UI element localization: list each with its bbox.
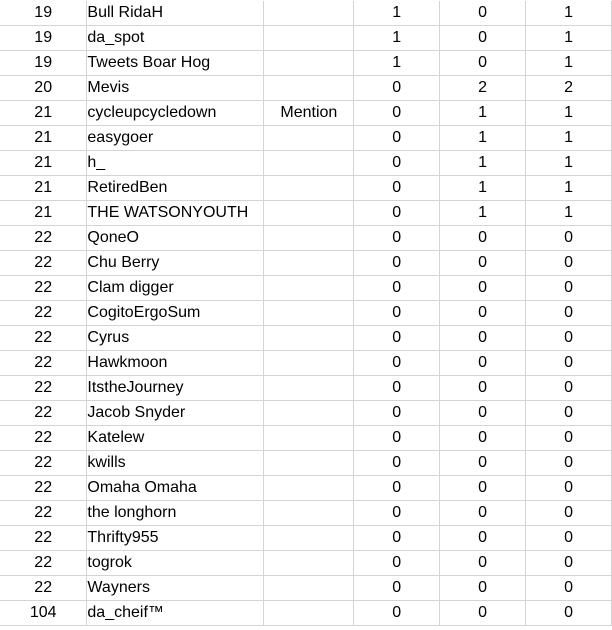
value-b-cell[interactable]: 1 xyxy=(440,101,526,126)
value-c-cell[interactable]: 1 xyxy=(526,101,612,126)
table-row xyxy=(0,26,612,51)
value-c-cell[interactable]: 0 xyxy=(526,326,612,351)
rank-cell[interactable]: 22 xyxy=(0,476,87,501)
value-b-cell[interactable]: 0 xyxy=(440,301,526,326)
username-cell[interactable]: togrok xyxy=(87,551,264,576)
value-c-cell[interactable]: 0 xyxy=(526,526,612,551)
value-a-cell[interactable]: 0 xyxy=(354,101,440,126)
value-a-cell[interactable]: 0 xyxy=(354,301,440,326)
table-row xyxy=(0,376,612,401)
table-row xyxy=(0,401,612,426)
value-c-cell[interactable]: 0 xyxy=(526,251,612,276)
value-b-cell[interactable]: 0 xyxy=(440,251,526,276)
note-cell[interactable] xyxy=(264,126,354,151)
standings-table xyxy=(0,1,612,626)
value-a-cell[interactable]: 0 xyxy=(354,551,440,576)
note-cell[interactable] xyxy=(264,76,354,101)
value-a-cell[interactable]: 0 xyxy=(354,576,440,601)
note-cell[interactable] xyxy=(264,401,354,426)
username-cell[interactable]: QoneO xyxy=(87,226,264,251)
value-a-cell[interactable]: 0 xyxy=(354,201,440,226)
value-c-cell[interactable]: 1 xyxy=(526,1,612,26)
value-c-cell[interactable]: 0 xyxy=(526,426,612,451)
rank-cell[interactable]: 22 xyxy=(0,251,87,276)
value-b-cell[interactable]: 1 xyxy=(440,151,526,176)
table-row xyxy=(0,351,612,376)
rank-cell[interactable]: 19 xyxy=(0,26,87,51)
table-row xyxy=(0,126,612,151)
value-c-cell[interactable]: 0 xyxy=(526,576,612,601)
note-cell[interactable] xyxy=(264,501,354,526)
value-c-cell[interactable]: 1 xyxy=(526,26,612,51)
value-c-cell[interactable]: 0 xyxy=(526,501,612,526)
rank-cell[interactable]: 22 xyxy=(0,326,87,351)
note-cell[interactable] xyxy=(264,351,354,376)
table-row xyxy=(0,151,612,176)
username-cell[interactable]: Wayners xyxy=(87,576,264,601)
value-a-cell[interactable]: 0 xyxy=(354,226,440,251)
username-cell[interactable]: Katelew xyxy=(87,426,264,451)
rank-cell[interactable]: 22 xyxy=(0,226,87,251)
value-c-cell[interactable]: 0 xyxy=(526,351,612,376)
value-b-cell[interactable]: 0 xyxy=(440,401,526,426)
value-b-cell[interactable]: 0 xyxy=(440,351,526,376)
rank-cell[interactable]: 104 xyxy=(0,601,87,626)
rank-cell[interactable]: 21 xyxy=(0,151,87,176)
value-a-cell[interactable]: 0 xyxy=(354,126,440,151)
note-cell[interactable] xyxy=(264,551,354,576)
table-row xyxy=(0,176,612,201)
value-a-cell[interactable]: 0 xyxy=(354,376,440,401)
table-row xyxy=(0,301,612,326)
note-cell[interactable] xyxy=(264,176,354,201)
note-cell[interactable]: Mention xyxy=(264,101,354,126)
username-cell[interactable]: the longhorn xyxy=(87,501,264,526)
value-b-cell[interactable]: 0 xyxy=(440,376,526,401)
table-row xyxy=(0,51,612,76)
rank-cell[interactable]: 22 xyxy=(0,526,87,551)
value-b-cell[interactable]: 0 xyxy=(440,276,526,301)
value-b-cell[interactable]: 1 xyxy=(440,176,526,201)
username-cell[interactable]: da_spot xyxy=(87,26,264,51)
note-cell[interactable] xyxy=(264,51,354,76)
username-cell[interactable]: easygoer xyxy=(87,126,264,151)
table-row xyxy=(0,601,612,626)
value-a-cell[interactable]: 0 xyxy=(354,151,440,176)
note-cell[interactable] xyxy=(264,576,354,601)
note-cell[interactable] xyxy=(264,251,354,276)
value-c-cell[interactable]: 2 xyxy=(526,76,612,101)
value-c-cell[interactable]: 1 xyxy=(526,126,612,151)
rank-cell[interactable]: 22 xyxy=(0,351,87,376)
username-cell[interactable]: CogitoErgoSum xyxy=(87,301,264,326)
value-a-cell[interactable]: 0 xyxy=(354,501,440,526)
value-a-cell[interactable]: 0 xyxy=(354,526,440,551)
table-row xyxy=(0,101,612,126)
value-a-cell[interactable]: 0 xyxy=(354,401,440,426)
note-cell[interactable] xyxy=(264,326,354,351)
username-cell[interactable]: Clam digger xyxy=(87,276,264,301)
value-a-cell[interactable]: 0 xyxy=(354,176,440,201)
rank-cell[interactable]: 22 xyxy=(0,301,87,326)
username-cell[interactable]: ItstheJourney xyxy=(87,376,264,401)
value-b-cell[interactable]: 0 xyxy=(440,326,526,351)
value-c-cell[interactable]: 0 xyxy=(526,451,612,476)
note-cell[interactable] xyxy=(264,476,354,501)
username-cell[interactable]: Thrifty955 xyxy=(87,526,264,551)
value-c-cell[interactable]: 0 xyxy=(526,301,612,326)
value-a-cell[interactable]: 0 xyxy=(354,601,440,626)
table-row xyxy=(0,1,612,26)
value-a-cell[interactable]: 1 xyxy=(354,26,440,51)
value-b-cell[interactable]: 0 xyxy=(440,576,526,601)
value-c-cell[interactable]: 1 xyxy=(526,151,612,176)
value-b-cell[interactable]: 0 xyxy=(440,476,526,501)
table-row xyxy=(0,476,612,501)
value-c-cell[interactable]: 0 xyxy=(526,276,612,301)
rank-cell[interactable]: 22 xyxy=(0,501,87,526)
value-c-cell[interactable]: 0 xyxy=(526,551,612,576)
table-row xyxy=(0,501,612,526)
value-a-cell[interactable]: 0 xyxy=(354,76,440,101)
value-b-cell[interactable]: 1 xyxy=(440,201,526,226)
value-c-cell[interactable]: 0 xyxy=(526,476,612,501)
rank-cell[interactable]: 22 xyxy=(0,426,87,451)
rank-cell[interactable]: 20 xyxy=(0,76,87,101)
rank-cell[interactable]: 21 xyxy=(0,176,87,201)
value-b-cell[interactable]: 0 xyxy=(440,426,526,451)
username-cell[interactable]: Chu Berry xyxy=(87,251,264,276)
value-b-cell[interactable]: 0 xyxy=(440,26,526,51)
value-b-cell[interactable]: 0 xyxy=(440,551,526,576)
note-cell[interactable] xyxy=(264,301,354,326)
value-b-cell[interactable]: 1 xyxy=(440,126,526,151)
note-cell[interactable] xyxy=(264,226,354,251)
rank-cell[interactable]: 22 xyxy=(0,376,87,401)
value-a-cell[interactable]: 0 xyxy=(354,451,440,476)
value-a-cell[interactable]: 0 xyxy=(354,251,440,276)
rank-cell[interactable]: 21 xyxy=(0,126,87,151)
rank-cell[interactable]: 21 xyxy=(0,201,87,226)
value-a-cell[interactable]: 0 xyxy=(354,476,440,501)
value-b-cell[interactable]: 0 xyxy=(440,51,526,76)
table-row xyxy=(0,551,612,576)
value-a-cell[interactable]: 0 xyxy=(354,326,440,351)
note-cell[interactable] xyxy=(264,201,354,226)
note-cell[interactable] xyxy=(264,426,354,451)
rank-cell[interactable]: 22 xyxy=(0,551,87,576)
table-row xyxy=(0,526,612,551)
rank-cell[interactable]: 22 xyxy=(0,576,87,601)
username-cell[interactable]: Hawkmoon xyxy=(87,351,264,376)
table-row xyxy=(0,426,612,451)
note-cell[interactable] xyxy=(264,526,354,551)
username-cell[interactable]: kwills xyxy=(87,451,264,476)
value-a-cell[interactable]: 0 xyxy=(354,426,440,451)
note-cell[interactable] xyxy=(264,601,354,626)
note-cell[interactable] xyxy=(264,451,354,476)
rank-cell[interactable]: 21 xyxy=(0,101,87,126)
username-cell[interactable]: RetiredBen xyxy=(87,176,264,201)
username-cell[interactable]: Mevis xyxy=(87,76,264,101)
value-c-cell[interactable]: 1 xyxy=(526,51,612,76)
note-cell[interactable] xyxy=(264,151,354,176)
username-cell[interactable]: THE WATSONYOUTH xyxy=(87,201,264,226)
table-row xyxy=(0,226,612,251)
username-cell[interactable]: Bull RidaH xyxy=(87,1,264,26)
table-body xyxy=(0,1,612,626)
username-cell[interactable]: cycleupcycledown xyxy=(87,101,264,126)
username-cell[interactable]: Tweets Boar Hog xyxy=(87,51,264,76)
table-row xyxy=(0,201,612,226)
note-cell[interactable] xyxy=(264,26,354,51)
value-b-cell[interactable]: 0 xyxy=(440,451,526,476)
username-cell[interactable]: Jacob Snyder xyxy=(87,401,264,426)
value-b-cell[interactable]: 0 xyxy=(440,501,526,526)
value-c-cell[interactable]: 0 xyxy=(526,401,612,426)
note-cell[interactable] xyxy=(264,1,354,26)
value-a-cell[interactable]: 0 xyxy=(354,351,440,376)
rank-cell[interactable]: 19 xyxy=(0,1,87,26)
note-cell[interactable] xyxy=(264,376,354,401)
value-c-cell[interactable]: 0 xyxy=(526,226,612,251)
table-row xyxy=(0,276,612,301)
value-a-cell[interactable]: 0 xyxy=(354,276,440,301)
table-row xyxy=(0,326,612,351)
value-c-cell[interactable]: 0 xyxy=(526,601,612,626)
value-c-cell[interactable]: 1 xyxy=(526,201,612,226)
table-row xyxy=(0,576,612,601)
table-row xyxy=(0,76,612,101)
username-cell[interactable]: h_ xyxy=(87,151,264,176)
rank-cell[interactable]: 22 xyxy=(0,401,87,426)
value-b-cell[interactable]: 0 xyxy=(440,601,526,626)
username-cell[interactable]: da_cheif™ xyxy=(87,601,264,626)
value-b-cell[interactable]: 0 xyxy=(440,526,526,551)
value-c-cell[interactable]: 0 xyxy=(526,376,612,401)
value-c-cell[interactable]: 1 xyxy=(526,176,612,201)
table-row xyxy=(0,451,612,476)
username-cell[interactable]: Cyrus xyxy=(87,326,264,351)
note-cell[interactable] xyxy=(264,276,354,301)
rank-cell[interactable]: 19 xyxy=(0,51,87,76)
value-a-cell[interactable]: 1 xyxy=(354,1,440,26)
rank-cell[interactable]: 22 xyxy=(0,276,87,301)
value-b-cell[interactable]: 2 xyxy=(440,76,526,101)
rank-cell[interactable]: 22 xyxy=(0,451,87,476)
value-b-cell[interactable]: 0 xyxy=(440,1,526,26)
value-a-cell[interactable]: 1 xyxy=(354,51,440,76)
username-cell[interactable]: Omaha Omaha xyxy=(87,476,264,501)
value-b-cell[interactable]: 0 xyxy=(440,226,526,251)
table-row xyxy=(0,251,612,276)
